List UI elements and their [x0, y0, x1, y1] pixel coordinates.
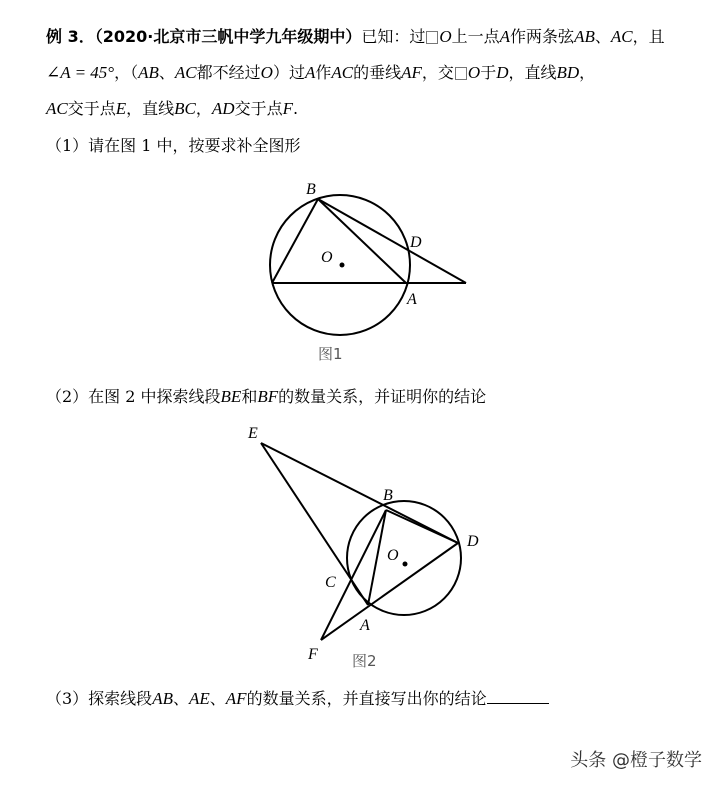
fig1-label-b: B — [306, 181, 316, 198]
text-fragment: 交于点 — [234, 99, 283, 118]
fig2-label-f: F — [308, 646, 318, 663]
fig2-line-ea — [261, 443, 368, 605]
math-ab: AB — [138, 63, 159, 82]
fig2-label-d: D — [467, 533, 479, 550]
math-ab: AB — [574, 27, 595, 46]
math-e: E — [115, 99, 127, 118]
fig2-label-b: B — [383, 487, 393, 504]
math-ac: AC — [610, 27, 633, 46]
fig2-line-ed — [261, 443, 458, 543]
text-fragment: ，（ — [114, 63, 139, 82]
fig2-chord-bd — [386, 510, 458, 543]
math-f: F — [282, 99, 293, 118]
math-bc: BC — [174, 99, 196, 118]
fig2-chord-ba — [368, 510, 386, 605]
fig2-label-o: O — [387, 547, 399, 564]
text-fragment: ，直线 — [508, 63, 557, 82]
figure-2 — [261, 443, 461, 640]
fig1-label-d: D — [410, 234, 422, 251]
fig1-center-dot — [340, 263, 345, 268]
math-ac: AC — [331, 63, 354, 82]
fig1-label-o: O — [321, 249, 333, 266]
fig1-label-a: A — [407, 291, 417, 308]
text-fragment: ）过 — [272, 63, 305, 82]
figure-1 — [270, 195, 466, 335]
text-fragment: 交于点 — [67, 99, 116, 118]
math-d: D — [496, 63, 509, 82]
text-fragment: 、 — [209, 689, 226, 708]
fig2-center-dot — [403, 562, 408, 567]
text-fragment: 的数量关系，并证明你的结论 — [278, 387, 487, 406]
text-fragment: 上一点 — [451, 27, 500, 46]
math-o: O — [439, 27, 452, 46]
math-bf: BF — [257, 387, 279, 406]
fig2-label-a: A — [360, 617, 370, 634]
text-fragment: 都不经过 — [196, 63, 261, 82]
fig1-caption: 图1 — [318, 345, 343, 363]
text-fragment: 已知：过 — [361, 27, 426, 46]
text-fragment: ，交 — [421, 63, 454, 82]
text-fragment: 和 — [241, 387, 258, 406]
text-fragment: . — [292, 99, 299, 118]
text-fragment: 、 — [172, 689, 189, 708]
math-a: A — [499, 27, 511, 46]
question-1-text: （1）请在图 1 中，按要求补全图形 — [46, 136, 301, 155]
math-ac: AC — [46, 99, 68, 118]
math-ac: AC — [174, 63, 197, 82]
text-fragment: （2）在图 2 中探索线段 — [46, 387, 221, 406]
fig2-label-c: C — [325, 574, 336, 591]
math-ae: AE — [188, 689, 210, 708]
text-fragment: （3）探索线段 — [46, 689, 153, 708]
text-fragment: ，且 — [632, 27, 665, 46]
text-fragment: ，直线 — [126, 99, 175, 118]
watermark: 头条 @橙子数学 — [570, 750, 702, 771]
math-ab: AB — [152, 689, 173, 708]
text-fragment: 作两条弦 — [510, 27, 575, 46]
math-ad: AD — [211, 99, 235, 118]
math-af: AF — [401, 63, 422, 82]
math-o: O — [260, 63, 273, 82]
text-fragment: 于 — [480, 63, 497, 82]
math-bd: BD — [556, 63, 580, 82]
text-fragment: 的垂线 — [353, 63, 402, 82]
fig2-caption: 图2 — [352, 652, 377, 670]
fig2-label-e: E — [248, 425, 258, 442]
math-o: O — [467, 63, 481, 82]
problem-label: 例 3． — [46, 27, 95, 46]
text-fragment: ， — [579, 63, 596, 82]
problem-source: （2020·北京市三帆中学九年级期中） — [94, 27, 362, 46]
math-af: AF — [225, 689, 247, 708]
text-fragment: 、 — [594, 27, 611, 46]
text-fragment: 、 — [158, 63, 175, 82]
text-fragment: ， — [195, 99, 212, 118]
math-a: A — [304, 63, 316, 82]
math-be: BE — [220, 387, 242, 406]
text-fragment: 的数量关系，并直接写出你的结论 — [246, 689, 487, 708]
math-angle: ∠A = 45° — [46, 63, 115, 82]
text-fragment: 作 — [315, 63, 332, 82]
